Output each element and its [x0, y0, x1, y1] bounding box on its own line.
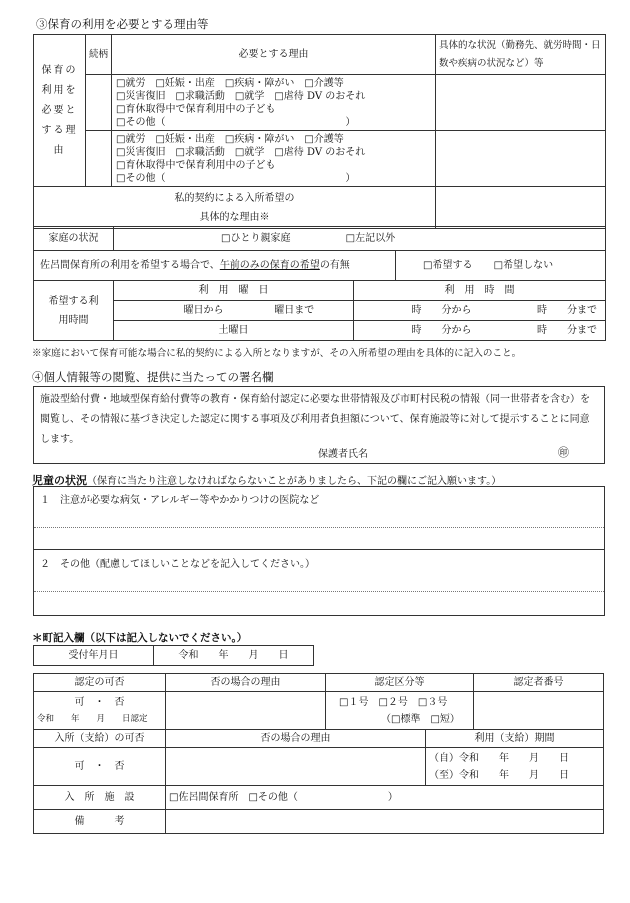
section4-title: ④個人情報等の閲覧、提供に当たっての署名欄 [32, 370, 274, 384]
guardian-name-label: 保護者氏名 [318, 449, 368, 460]
child-status-subtitle: （保育に当たり注意しなければならないことがありましたら、下記の欄にご記入願います。） [87, 476, 502, 487]
guardian-name-input[interactable] [384, 445, 554, 459]
cert-date: 令和 年 月 日認定 [37, 713, 148, 724]
private-contract-input[interactable] [436, 187, 606, 229]
am-question [34, 251, 396, 281]
zokugara-input-2[interactable] [86, 131, 112, 187]
period-to: （至）令和 年 月 日 [429, 769, 569, 781]
am-question-suffix: の有無 [319, 260, 350, 271]
facility-label: 入 所 施 設 [34, 786, 166, 810]
child-item-1-input[interactable] [38, 501, 598, 525]
time-to-weekday[interactable]: 時 分まで [480, 301, 606, 321]
reason-options-1[interactable] [112, 75, 436, 131]
family-label: 家庭の状況 [34, 227, 114, 251]
child-item-1: １ 注意が必要な病気・アレルギー等やかかりつけの医院など [40, 495, 320, 506]
family-option-other[interactable]: □左記以外 [345, 233, 396, 244]
reason-line: □その他（ ） [116, 116, 356, 128]
child-item-2: ２ その他（配慮してほしいことなどを記入してください。） [40, 559, 315, 570]
period-from: （自）令和 年 月 日 [429, 752, 569, 764]
certification-table [33, 673, 604, 730]
reason-line: □その他（ ） [116, 172, 356, 184]
time-header: 利 用 時 間 [354, 281, 606, 301]
hope-time-table [33, 280, 606, 341]
reason-row-header: 保育の利用を必要とする理由 [34, 35, 86, 187]
day-header: 利 用 曜 日 [114, 281, 354, 301]
family-options[interactable] [114, 227, 606, 251]
time-from-weekday[interactable]: 時 分から [354, 301, 480, 321]
seal-mark: ㊞ [558, 446, 569, 459]
day-to[interactable]: 曜日まで [236, 301, 354, 321]
hope-time-label: 希望する利用時間 [34, 281, 114, 341]
am-options[interactable] [396, 251, 606, 281]
reason-line: □就労 □妊娠・出産 □疾病・障がい □介護等 [116, 77, 344, 89]
child-status-title: 児童の状況 [32, 474, 87, 487]
cert-header: 認定の可否 [34, 674, 166, 692]
reason-options-2[interactable] [112, 131, 436, 187]
remarks-input[interactable] [166, 810, 604, 834]
divider [34, 591, 604, 592]
family-table [33, 226, 606, 251]
child-status-box [33, 486, 605, 616]
private-contract-note: ※家庭において保育可能な場合に私的契約による入所となりますが、その入所希望の理由を具体的に記入のこと。 [32, 348, 522, 359]
received-date[interactable]: 令和 年 月 日 [154, 646, 314, 666]
am-table [33, 250, 606, 281]
detail-input-1[interactable] [436, 75, 606, 131]
period-cell[interactable] [426, 748, 604, 786]
received-label: 受付年月日 [34, 646, 154, 666]
cert-reason-header: 否の場合の理由 [166, 674, 326, 692]
detail-input-2[interactable] [436, 131, 606, 187]
cert-number-input[interactable] [474, 692, 604, 730]
zokugara-header: 続柄 [86, 35, 112, 75]
divider [34, 527, 604, 528]
town-use-title: ＊町記入欄（以下は記入しないでください。） [32, 632, 248, 644]
consent-text: 施設型給付費・地域型保育給付費等の教育・保育給付認定に必要な世帯情報及び市町村民税の情報（同一世帯者を含む）を閲覧し、その情報に基づき決定した認定に関する事項及び利用者負担額について、保育施設等に対して提示することに同意します。 [40, 394, 590, 445]
cert-kahi: 可 ・ 否 [74, 696, 125, 708]
reason-line: □育休取得中で保育利用中の子ども [116, 103, 276, 115]
am-question-underline: 午前のみの保育の希望 [219, 260, 320, 271]
saturday-label: 土曜日 [114, 321, 354, 341]
cert-class-header: 認定区分等 [326, 674, 474, 692]
cert-class-line2: （□標準 □短） [381, 713, 460, 725]
reason-line: □就労 □妊娠・出産 □疾病・障がい □介護等 [116, 133, 344, 145]
entry-reason-input[interactable] [166, 748, 426, 786]
reason-line: □災害復旧 □求職活動 □就学 □虐待 DV のおそれ [116, 90, 366, 102]
am-option-yes[interactable]: □希望する [423, 260, 473, 271]
detail-header: 具体的な状況（勤務先、就労時間・日数や疾病の状況など）等 [436, 35, 606, 75]
private-contract-label: 私的契約による入所希望の具体的な理由※ [34, 187, 436, 229]
entry-kahi[interactable]: 可 ・ 否 [34, 748, 166, 786]
cert-reason-input[interactable] [166, 692, 326, 730]
received-table [33, 645, 314, 666]
reason-line: □災害復旧 □求職活動 □就学 □虐待 DV のおそれ [116, 146, 366, 158]
family-option-single[interactable]: □ひとり親家庭 [221, 233, 291, 244]
child-item-2-input[interactable] [38, 565, 598, 589]
day-from[interactable]: 曜日から [114, 301, 236, 321]
cert-class-options[interactable] [326, 692, 474, 730]
divider [34, 549, 604, 550]
reason-table [33, 34, 606, 229]
entry-reason-header: 否の場合の理由 [166, 730, 426, 748]
entry-table [33, 729, 604, 834]
facility-options[interactable]: □佐呂間保育所 □その他（ ） [166, 786, 604, 810]
entry-header: 入所（支給）の可否 [34, 730, 166, 748]
cert-number-header: 認定者番号 [474, 674, 604, 692]
remarks-label: 備 考 [34, 810, 166, 834]
section3-title: ③保育の利用を必要とする理由等 [36, 17, 209, 31]
time-to-saturday[interactable]: 時 分まで [480, 321, 606, 341]
am-option-no[interactable]: □希望しない [493, 260, 554, 271]
reason-line: □育休取得中で保育利用中の子ども [116, 159, 276, 171]
am-question-prefix: 佐呂間保育所の利用を希望する場合で、 [40, 260, 220, 271]
consent-box [33, 386, 605, 464]
period-header: 利用（支給）期間 [426, 730, 604, 748]
time-from-saturday[interactable]: 時 分から [354, 321, 480, 341]
cert-class-line1: □１号 □２号 □３号 [339, 696, 448, 708]
reason-header: 必要とする理由 [112, 35, 436, 75]
cert-kahi-cell[interactable] [34, 692, 166, 730]
zokugara-input-1[interactable] [86, 75, 112, 131]
